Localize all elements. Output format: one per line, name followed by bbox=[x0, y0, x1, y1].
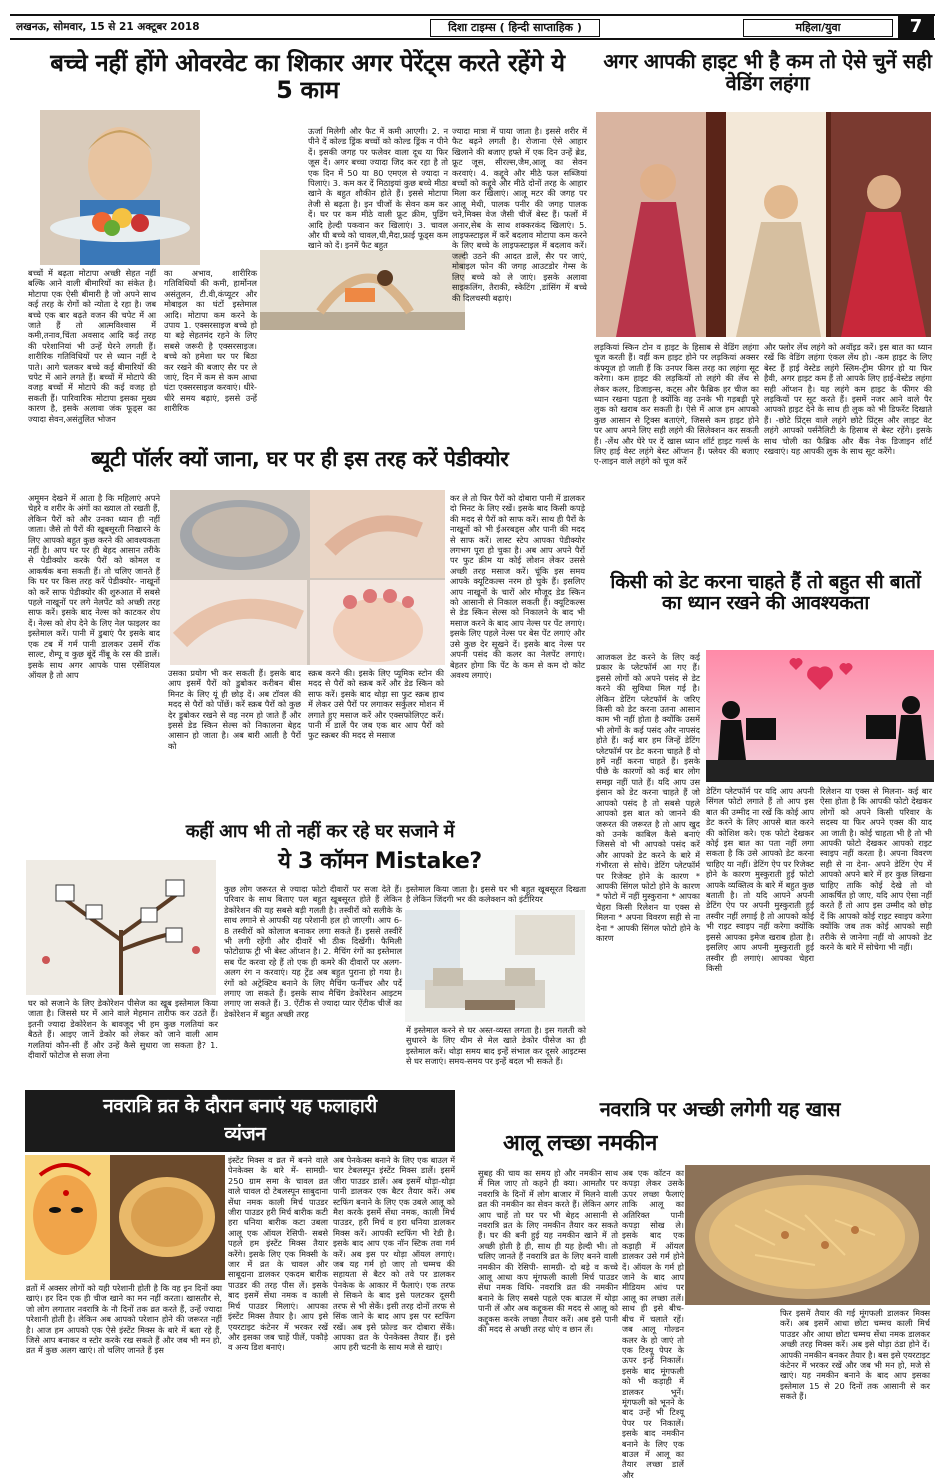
article5-col3b: में इस्तेमाल करने से घर अस्त-व्यस्त लगता है। इस गलती को सुधारने के लिए थीम से मेल खाते डेकोर पीसेज का ही इस्तेमाल करें। थोड़ा समय बाद इन्हें संभाल कर दूसरे आइटम्स से घर सजाएं। समय-समय पर इन्हें बदल भी सकते हैं। bbox=[406, 1025, 586, 1067]
article6-col1: व्रतों में अक्सर लोगों को यही परेशानी होती है कि वह इन दिनों क्या खाएं। हर दिन एक ही चीज खाने का मन नहीं करता। खासतौर से, जो लोग लगातार नवरात्रि के नौ दिनों तक व्रत करते हैं, उन्हें ज्यादा परेशानी होती है। लेकिन अब आपको परेशान होने की जरूरत नहीं है। आज हम आपको एक ऐसे इंस्टेंट मिक्स के बारे में बता रहे हैं, जिसे आप बनाकर व स्टोर करके रख सकते हैं और जब भी मन हो, व्रत में कुछ अलग खाएं। तो चलिए जानते हैं इस bbox=[26, 1283, 222, 1356]
article4-col2: डेटिंग प्लेटफॉर्म पर यदि आप अपनी सिंगल फोटो लगाते हैं तो आप इस बात की उम्मीद ना रखें कि कोई आप डेट करने के लिए आपसे बात करने की कोशिश करे। एक फोटो देखकर कोई इस बात का पता नहीं लगा सकता है कि उसे आपको डेट करना चाहिए या नहीं। डेटिंग ऐप पर रिजेक्ट होने के कारण मुस्कुराती हुई फोटो आपके व्यक्तित्व के बारे में बहुत कुछ बताती है। तो यदि आपने अपनी डेटिंग ऐप पर अपनी मुस्कुराती हुई तस्वीर नहीं लगाई है तो आपको कोई भी राइट स्वाइप नहीं करेगा क्योंकि इससे आपका इमेज खराब होता है। इसलिए आप अपनी मुस्कुराती हुई तस्वीर ही लगाएं। आपका चेहरा किसी bbox=[706, 786, 814, 973]
article3-col2: और फ्लोर लेंथ लहंगे को अवॉइड करें। इस बात का ध्यान रखें कि वेडिंग लहंगा एंकल लेंथ हो। -कम हाइट के लिए बेस्ट हैं हाई वेस्टेड लहंगे स्लिम-ट्रीम फीगर हो या फिर हैवी, अगर हाइट कम हैं तो आपके लिए हाई-वेस्टेड लहंगा सही ऑप्शन है। यह लहंगे कम हाइट के फीगर की लड़कियों पर सूट करते हैं। इसमें नजर आने वाले पैर आपको हाइट देने के साथ ही लुक को भी डिफरेंट दिखाते हैं। -छोटे प्रिंट्स वाले लहंगे छोटे प्रिंट्स और लाइट वेट लहंगे आपको पर्सनैलिटी के हिसाब से बेस्ट रहेंगे। इसके साथ चोली का फैब्रिक और बैंक नेक डिजाइन शॉर्ट रखवाएं। यह आपकी लुक के साथ सूट करेंगे। bbox=[764, 342, 932, 457]
article6-col2: इंस्टेंट मिक्स व व्रत में बनने वाले पेनकेक्स के बारे में- सामग्री- 250 ग्राम समा के चावल व्रत वाले चावल दो टेबलस्पून साबुदाना सेंधा नमक काली मिर्च पाउडर जीरा पाउडर हरी मिर्च बारीक कटी हरा धनिया बारीक कटा उबला आलू एक ऑयल रेसिपी- सबसे पहले हम इंस्टेंट मिक्स तैयार करेंगे। इसके लिए एक मिक्सी के जार में व्रत के चावल और साबूदाना डालकर एकदम बारीक पाउडर की तरह पीस लें। इसके बाद इसमें सेंधा नमक व काली मिर्च पाउडर मिलाएं। आपका इंस्टेंट मिक्स तैयार है। आप इसे एयरटाइट कंटेनर में भरकर रखें और इसका जब चाहें पीलें, पकौड़े व अन्य डिश बनाएं। bbox=[228, 1155, 328, 1353]
article5-col2: कुछ लोग जरूरत से ज्यादा फोटो दीवारों पर सजा देते हैं। परिवार के साथ बिताए पल बहुत खूबसूरत होते हैं लेकिन डेकोरेशन की यह सबसे बड़ी गलती है। तस्वीरों को सलीके के साथ लगाने से आपकी यह परेशानी हल हो जाएगी। आप 6-8 तस्वीरों को कोलाज बनाकर लगा सकते हैं। इससे तस्वीरें भी लगी रहेंगी और दीवारें भी ठीक दिखेंगी। फैमिली फोटोग्राफ ट्री भी बेस्ट ऑप्शन है। 2. मैचिंग रंगों का इस्तेमाल सब पेंट करवा रहे हैं तो एक ही कमरे की दीवारों पर अलग-अलग रंग न करवाएं। यह ट्रेंड अब बहुत पुराना हो गया है। रंगों को अट्रेक्टिव बनाने के लिए मैचिंग फर्नीचर और पर्दे लगाए जा सकते हैं। इसके साथ मैचिंग डेकोरेशन आइटम लगाए जा सकते हैं। 3. ऐंटीक से ज्यादा प्यार ऐंटीक चीजें का डेकोरेशन में बहुत अच्छी तरह bbox=[224, 884, 402, 1019]
section-name: महिला/युवा bbox=[743, 19, 893, 37]
article5-col1: घर को सजाने के लिए डेकोरेशन पीसेज का खूब इस्तेमाल किया जाता है। जिससे घर में आने वाले मेहमान तारीफ कर उठते हैं। इतनी ज्यादा डेकोरेशन के बावजूद भी हम कुछ गलतियां कर बैठते हैं। आइए जानें डेकोर को लेकर को जाने वाली आम गलतियां कौन-सी हैं और उन्हें कैसे सुधारा जा सकता है? 1. दीवारों फोटोज से सजा लेना bbox=[28, 998, 218, 1061]
article1-col3: ऊर्जा मिलेगी और फैट में कमी आएगी। 2. न पीने दें कोल्ड ड्रिंक बच्चों को कोल्ड ड्रिंक न पीने दें। इसकी जगह पर फलेवर वाला दूध या फिर जूस दें। अगर बच्चा ज्यादा जिद कर रहा है तो एक दिन में 50 या 80 एमएल से ज्यादा न पिलाएं। 3. कम कर दें मिठाइयां कुछ बच्चे मीठा खाने के बहुत शौकीन होते हैं। इससे मोटापा तेजी से बढ़ता है। इन चीजों के सेवन कम कर दें। घर पर कम मीठे वाली फ्रूट क्रीम, पुडिंग आदि हेल्दी पकवान कर खिलाएं। 3. चावल और घी बच्चे को चावल,घी,मैदा,फ्राई फूड्स कम खाने को दें। इनमें फैट बहुत bbox=[308, 126, 448, 251]
article1-col2: का अभाव, शारीरिक गतिविधियों की कमी, हार्मोनल असंतुलन, टी.वी,कंप्यूटर और मोबाइल का घंटों इस्तेमाल आदि। मोटापा कम करने के उपाय 1. एक्सरसाइज बच्चे हो या बड़े सेहतमंद रहने के लिए सबसे जरूरी है एक्सरसाइज। बच्चे को हमेशा घर पर बिठा कर रखने की बजाए सैर पर ले जाएं, दिन में कम से कम आधा घंटा एक्सरसाइज करवाएं। धीरे-धीरे समय बढ़ाएं, इससे उन्हें शारीरिक bbox=[164, 268, 257, 414]
durga-and-pancake-photo bbox=[25, 1155, 225, 1280]
article6-headline-line2: व्यंजन bbox=[224, 1123, 266, 1145]
article1-col4: ज्यादा मात्रा में पाया जाता है। इससे शरीर में फैट बढ़ने लगती है। रोजाना ऐसे आहार खिलाने की बजाए हफ्ते में एक दिन उन्हें ब्रेड, फ्रूट जूस, सीरल्स,जैम,आलू का सेवन करवाएं। 4. कद्दूवे और मीठे फल सब्जियां बच्चों को कद्दूवे और मीठे दोनों तरह के आहार मिला कर खिलाएं। आलू मटर की जगह पर आलू मेथी, पालक पनीर की जगह पालक चने,मिक्स वेज जैसी चीजें बेस्ट हैं। फलों में अनार,सेब के साथ शक्करकंद खिलाएं। 5. लाइफस्टाइल में करें बदलाव मोटापा कम करने के लिए बच्चे के लाइफस्टाइल में बदलाव करें। जल्दी उठने की आदत डालें, सैर पर जाएं, मोबाइल फोन की जगह आउटडोर गेम्स के लिए बच्चे को ले जाएं। इसके अलावा साइकलिंग, तैराकी, स्केटिंग ,डांसिंग में बच्चे की दिलचस्पी बढ़ाएं। bbox=[452, 126, 587, 303]
article7-col2-bottom bbox=[622, 1300, 774, 1443]
publication-name: दिशा टाइम्स ( हिन्दी साप्ताहिक ) bbox=[430, 19, 600, 37]
article4-col3: रिलेशन या एक्स से मिलना- कई बार ऐसा होता है कि आपकी फोटो देखकर लोगों को अपने किसी परिवार के सदस्य या फिर अपने एक्स की याद आ जाती है। कोई चाहता भी है तो भी आपकी फोटो देखकर आपको राइट स्वाइप नहीं करता है। अपना विवरण सही से ना देना- अपने डेटिंग ऐप में आपको अपने बारे में हर कुछ लिखना चाहिए ताकि कोई देखे तो वो आकर्षित हो जाए, यदि आप ऐसा नहीं करते हैं तो आप इस उम्मीद को छोड़ दें कि आपको कोई राइट स्वाइप करेगा क्योंकि जब तक कोई आपको सही तरीके से जानेगा नहीं वो आपको डेट करने के बारे में सोचेगा भी नहीं। bbox=[820, 786, 932, 953]
online-dating-illustration bbox=[706, 650, 934, 782]
article7-headline-line1: नवरात्रि पर अच्छी लगेगी यह खास bbox=[599, 1097, 841, 1121]
page-header bbox=[10, 14, 935, 40]
article4-headline: किसी को डेट करना चाहते हैं तो बहुत सी बातों का ध्यान रखने की आवश्यकता bbox=[610, 571, 921, 615]
pedicure-photo bbox=[170, 490, 445, 665]
article5-headline-line2: ये 3 कॉमन Mistake? bbox=[278, 849, 482, 874]
article6-headline-line1: नवरात्रि व्रत के दौरान बनाएं यह फलाहारी bbox=[103, 1095, 377, 1117]
article6-col3: अब पेनकेक्स बनाने के लिए एक बाउल में चार टेबलस्पून इंस्टेंट मिक्स डालें। इसमें जीरा पाउडर डालें। अब इसमें थोड़ा-थोड़ा पानी डालकर एक बैटर तैयार करें। अब स्टफिंग बनाने के लिए एक उबले आलू को मैश करके इसमें सेंधा नमक, काली मिर्च पाउडर, हरी मिर्च व हरा धनिया डालकर मिक्स करें। आपकी स्टफिंग भी रेडी है। इसके बाद आप एक नॉन स्टिक तवा गर्म करें। अब इस पर थोड़ा ऑयल लगाएं। जब यह गर्म हो जाए तो चम्मच की सहायता से बैटर को तवे पर डालकर पेनकेक के आकार में फैलाएं। एक तरफ से सिकने के बाद इसे पलटकर दूसरी तरफ से भी सेकें। इसी तरह दोनों तरफ से सिंक जाने के बाद आप इस पर स्टफिंग रखें। अब इसे फ़ोल्ड कर दोबारा सेंकें। आपका व्रत के पेनकेक्स तैयार हैं। इसे आप हरी चटनी के साथ मजे से खाएं। bbox=[333, 1155, 455, 1353]
child-eating-photo bbox=[40, 110, 200, 265]
family-tree-wall-photo bbox=[26, 860, 216, 995]
article5-col3: इस्तेमाल किया जाता है। इससे घर भी बहुत खूबसूरत दिखता है लेकिन जिंदगी भर की कलेक्शन को इंटीरियर bbox=[406, 884, 586, 905]
article2-col1: अमूमन देखने में आता है कि महिलाएं अपने चेहरे व शरीर के अंगों का ख्याल तो रखती हैं, लेकिन पैरों को और उनका ध्यान ही नहीं जाता। जैसे तो पैरों की खूबसूरती निखारने के लिए आपको बहुत कुछ करने की आवश्यकता नहीं है। आप घर पर ही बेहद आसान तरीके से पेडीक्योर करके पैरों को कोमल व आकर्षक बना सकती हैं। तो चलिए जानते हैं कि घर पर किस तरह करें पेडीक्योर- नाखूनों को करें साफ पेडीक्योर की शुरुआत में सबसे पहले नाखूनों पर लगे नेलपेंट को अच्छी तरह साफ करें। इसके बाद नेल्स को काटकर शेप दें। नेल्स को शेप देने के लिए नेल फाइलर का इस्तेमाल करें। पानी में डुबाएं पैर इसके बाद एक टब में गर्म पानी डालकर उसमें रॉक साल्ट, शैम्पू व कुछ बूंदें नींबू के रस की डालें। इसके साथ अगर आपके पास एसेंशियल ऑयल है तो आप bbox=[28, 493, 160, 680]
article2-headline: ब्यूटी पॉर्लर क्यों जाना, घर पर ही इस तरह करें पेडीक्योर bbox=[91, 447, 509, 471]
article7-headline-line2: आलू लच्छा नमकीन bbox=[502, 1131, 658, 1156]
issue-date: लखनऊ, सोमवार, 15 से 21 अक्टूबर 2018 bbox=[16, 21, 200, 33]
living-room-photo bbox=[405, 910, 585, 1022]
article3-col1: लड़कियां स्किन टोन व हाइट के हिसाब से वेडिंग लहंगा चूज करती हैं। वहीं कम हाइट होने पर लड़कियां अक्सर कंफ्यूज हो जाती हैं कि उनपर किस तरह का लहंगा सूट करेगा। कम हाइट की लड़कियों तो लहंगे की लेंथ से लेकर कलर, डिजाइन्स, कट्स और फैब्रिक हर चीज का ध्यान रखना पड़ता है क्योंकि वह उनके भी गड़बड़ी पूरे लुक को खराब कर सकती है। ऐसे में आज हम आपको कुछ आसान से ट्रिक्स बताएंगे, जिससे कम हाइट होने पर आप अपने लिए सही लहंगे की सिलेक्शन कर सकती हैं। -लेंथ और घेरे पर दें खास ध्यान शॉर्ट हाइट गर्ल्स के लिए हाई वेस्ट लहंगे बेस्ट ऑप्शन हैं। फ्लेयर की बजाए ए-लाइन वाले लहंगे को चूज करें bbox=[594, 342, 759, 467]
article2-col3: स्क्रब करने की। इसके लिए प्यूमिक स्टोन की मदद से पैरों को स्क्रब करें और डेड स्किन को साफ करें। इसके बाद थोड़ा सा फुट स्क्रब हाथ में लेकर उसे पैरों पर लगाकर सर्कुलर मोशन में लगाते हुए मसाज करें और एक्सफोलिएट करें। पानी में डालें पैर जब एक बार आप पैरों को फुट स्क्रबर की मदद से मसाज bbox=[308, 668, 444, 741]
article4-col1: आजकल डेट करने के लिए कई प्रकार के प्लेटफॉर्म आ गए हैं। इससे लोगों को अपने पसंद से डेट करने की सुविधा मिल गई है। लेकिन डेटिंग प्लेटफॉर्म के जरिए किसी को डेट करना उतना आसान काम भी नहीं होता है क्योंकि उसमें भी लोगों के कई पसंद और नापसंद होते हैं। कई बार हम जिन्हें डेटिंग प्लेटफॉर्म पर डेट करना चाहते हैं वो हमें नहीं करना चाहते हैं। इसके पीछे के कारणों को कई बार लोग समझ नहीं पाते हैं। यदि आप उस इंसान को डेट करना चाहते हैं जो आपको पसंद है तो सबसे पहले आपको इस बात को जानने की जरूरत की जरूरत है तो आप खुद को उनके काबिल कैसे बनाएं जिससे वो भी आपको पसंद करें और आपको डेट करने के बारे में गंभीरता से सोचे। डेटिंग प्लेटफॉर्म पर रिजेक्ट होने के कारण * आपकी सिंगल फोटो होने के कारण * फोटो में नहीं मुस्कुराना * आपका चेहरा किसी रिलेशन या एक्स से मिलना * अपना विवरण सही से ना देना * आपकी सिंगल फोटो होने के कारण bbox=[596, 652, 700, 943]
article3-headline: अगर आपकी हाइट भी है कम तो ऐसे चुनें सही वेडिंग लहंगा bbox=[603, 49, 932, 96]
article7-col2-top: अब एक कॉटन का कपड़ा लेकर उसके ऊपर लच्छा फैलाएं ताकि आलू का अतिरिक्त पानी कपड़ा सोख ले। इसके बाद एक कड़ाही में ऑयल डालकर उसे गर्म होने दें। ऑयल के गर्म हो जाने के बाद आप मीडियम आंच पर आलू का लच्छा तलें। साथ ही इसे बीच-बीच में चलाते रहें। जब आलू गोल्डन कलर के हो जाएं तो एक टिश्यू पेपर के ऊपर इन्हें निकालें। इसके बाद मूंगफली को भी कड़ाही में डालकर भूनें। मूंगफली को भूनने के बाद उन्हें भी टिश्यू पेपर पर निकालें। इसके बाद नमकीन बनाने के लिए एक बाउल में आलू का तैयार लच्छा डालें और bbox=[622, 1168, 684, 1480]
article7-col1: सुबह की चाय का समय हो और नमकीन साथ में मिल जाए तो कहने ही क्या। आमतौर पर नवरात्रि के दिनों में लोग बाजार में मिलने वाली व्रत की नमकीन का सेवन करते हैं। लेकिन अगर आप चाहें तो घर पर भी बेहद आसानी से नवरात्रि व्रत के लिए नमकीन तैयार कर सकते हैं। घर की बनी हुई यह नमकीन खाने में तो अच्छी होती है ही, साथ ही यह हेल्दी भी। तो चलिए जानते हैं नवरात्रि व्रत के लिए बनने वाली नमकीन की रेसिपी- सामग्री- दो बड़े व कच्चे आलू आधा कप मूंगफली काली मिर्च पाउडर सेंधा नमक विधि- नवरात्रि व्रत की नमकीन बनाने के लिए सबसे पहले एक बाउल में थोड़ा पानी लें और अब कद्दूकस की मदद से आलू को कद्दूकस करके लच्छा तैयार करें। अब इसे पानी की मदद से अच्छी तरह धोएं व छान लें। bbox=[478, 1168, 618, 1335]
article2-col2: उसका प्रयोग भी कर सकती हैं। इसके बाद आप इसमें पैरों को डुबोकर करीबन बीस मिनट के लिए यूं ही छोड़ दें। अब टॉवल की मदद से पैरों को पोंछें। करें स्क्रब पैरों को कुछ देर डुबोकर रखने से वह नरम हो जाते हैं और इससे डेड स्किन सेल्स को निकालना बेहद आसान हो जाता है। अब बारी आती है पैरों को bbox=[168, 668, 301, 751]
article1-headline: बच्चे नहीं होंगे ओवरवेट का शिकार अगर पेरेंट्स करते रहेंगे ये 5 काम bbox=[50, 49, 565, 104]
article5-headline-line1: कहीं आप भी तो नहीं कर रहे घर सजाने में bbox=[185, 821, 455, 842]
article7-col3: फिर इसमें तैयार की गई मूंगफली डालकर मिक्स करें। अब इसमें आधा छोटा चम्मच काली मिर्च पाउडर और आधा छोटा चम्मच सेंधा नमक डालकर अच्छी तरह मिक्स करें। अब इसे थोड़ा ठंडा होने दें। आपकी नमकीन बनकर तैयार है। बस इसे एयरटाइट कंटेनर में भरकर रखें और जब भी मन हो, मजे से खाएं। यह नमकीन बनाने के बाद आप इसका इस्तेमाल 15 से 20 दिनों तक आसानी से कर सकते हैं। bbox=[780, 1308, 931, 1402]
wedding-lehenga-photo bbox=[596, 112, 931, 337]
aloo-lachha-photo bbox=[685, 1165, 930, 1305]
yoga-exercise-photo bbox=[260, 250, 465, 330]
article1-col1: बच्चों में बढ़ता मोटापा अच्छी सेहत नहीं बल्कि आने वाली बीमारियों का संकेत है। मोटापा एक ऐसी बीमारी है जो अपने साथ कई तरह के रोगों को न्योता दे रहा है। जब बच्चे एक बार बढ़ते वजन की चपेट में आ जाते हैं तो आत्मविश्वास में कमी,तनाव,चिंता अवसाद आदि कई तरह की परेशानियां भी उन्हें घेरने लगती हैं। शारीरिक गतिविधियों पर से ध्यान नहीं दे पाते। आगे चलकर बच्चे कई बीमारियों की चपेट में आने लगते हैं। बच्चों में मोटापे की वजह बच्चों में मोटापे की कई वजह हो सकती हैं। पारिवारिक मोटापा इसका मुख्य कारण है, इसके अलावा जंक फूड्स का ज्यादा सेवन,असंतुलित भोजन bbox=[28, 268, 156, 424]
page-number: 7 bbox=[898, 16, 934, 38]
article2-col4: कर ले तो फिर पैरों को दोबारा पानी में डालकर दो मिनट के लिए रखें। इसके बाद किसी कपड़े की मदद से पैरों को साफ करें। साथ ही पैरों के नाखूनों को भी ईअरबड्स और पानी की मदद से साफ करें। लास्ट स्टेप आपका पेडीक्योर लगभग पूरा हो चुका है। अब आप अपने पैरों पर फुट क्रीम या कोई लोशन लेकर उससे अच्छी तरह मसाज करें। चूंकि इस समय आपके क्यूटिकल्स नरम हो चुके हैं। इसलिए आप नाखूनों के चारों ओर मौजूद डेड स्किन को आसानी से निकाल सकती हैं। क्यूटिकल्स से डेड स्किन सेल्स को निकालने के बाद भी मसाज करने के बाद आप नेल्स पर पेंट लगाएं। इसके लिए पहले नेल्स पर बेस पेंट लगाएं और उसे कुछ देर सूखने दें। इसके बाद नेल्स पर अपनी पसंद की कलर का नेलपेंट लगाएं। बेहतर होगा कि पेंट के कम से कम दो कोट अवश्य लगाएं। bbox=[450, 493, 585, 680]
